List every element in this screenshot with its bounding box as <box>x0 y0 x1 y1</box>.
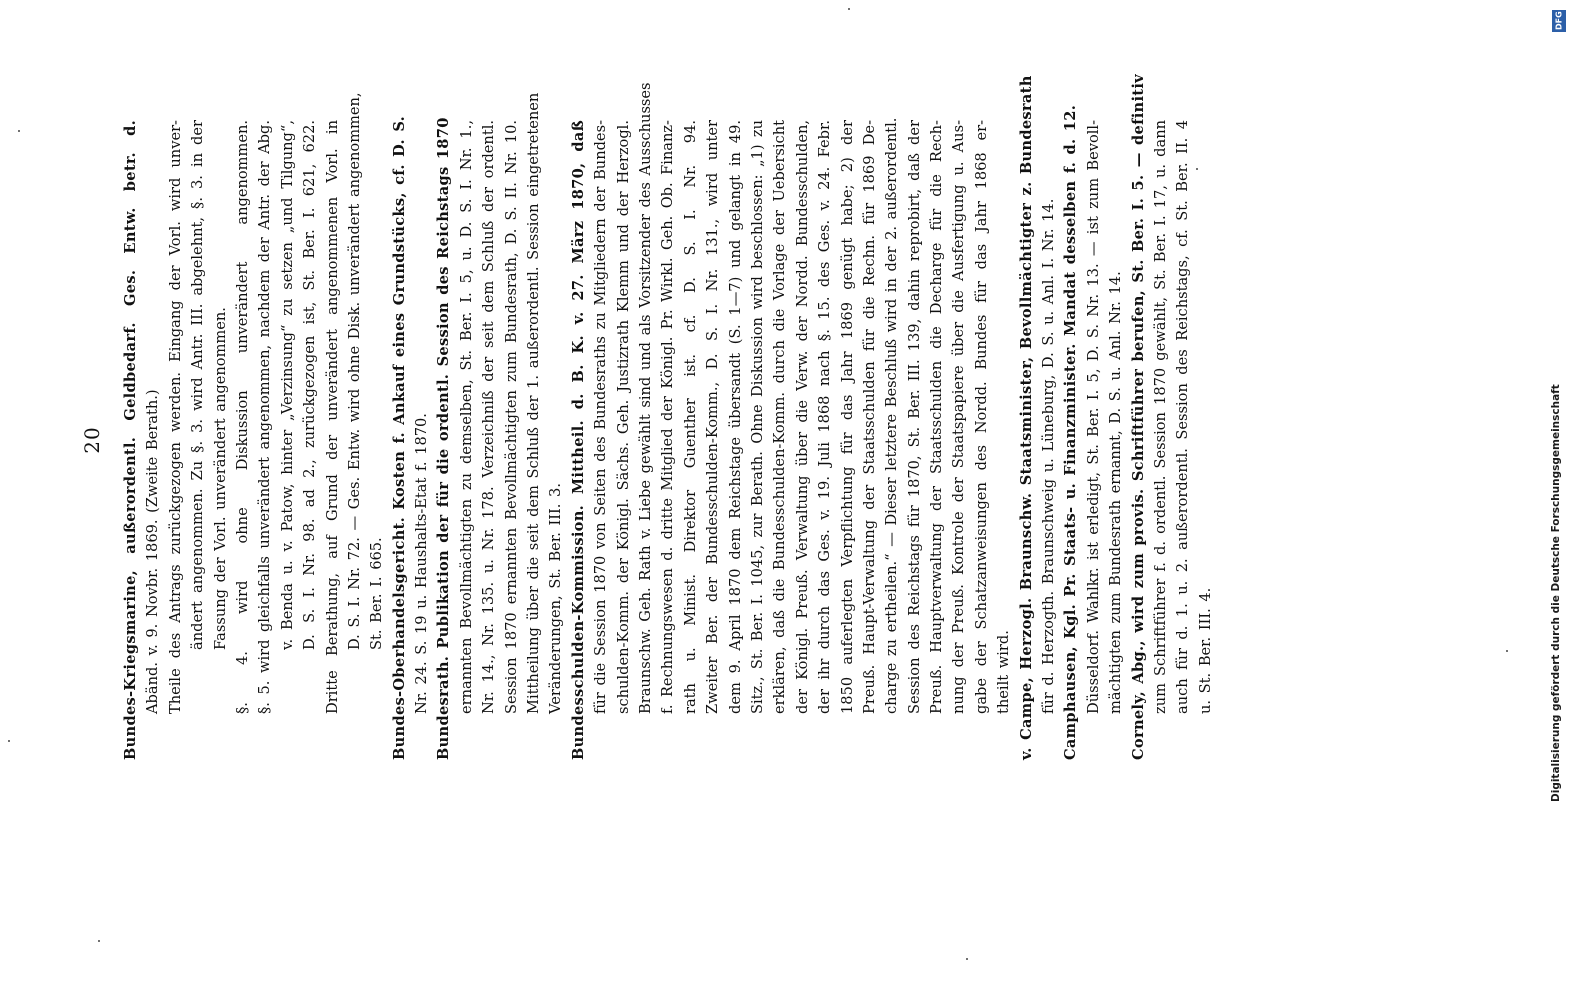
text-line: der ihr durch das Ges. v. 19. Juli 1868 nach §. 15. des Ges. v. 24. Febr. <box>816 120 834 714</box>
text-line: Zweiter Ber. der Bundesschulden-Komm., D. S. I. Nr. 131., wird unter <box>704 120 722 714</box>
text-line: St. Ber. I. 665. <box>368 537 386 650</box>
text-line: Sitz., St. Ber. I. 1045, zur Berath. Ohne Diskussion wird beschlossen: „1) zu <box>748 120 766 714</box>
text-line: v. Benda u. v. Patow, hinter „Verzinsung“ zu setzen „und Tilgung“, <box>278 120 296 650</box>
text-line: erklären, daß die Bundesschulden-Komm. durch die Vorlage der Uebersicht <box>771 120 789 714</box>
scan-speck <box>1196 168 1198 170</box>
text-line: Düsseldorf. Wahlkr. ist erledigt, St. Ber. I. 5, D. S. Nr. 13. — ist zum Bevoll- <box>1084 120 1102 714</box>
text-line: auch für d. 1. u. 2. außerordentl. Session des Reichstags, cf. St. Ber. II. 4 <box>1174 120 1192 714</box>
dfg-logo: DFG <box>1552 10 1566 32</box>
scan-speck <box>98 940 100 942</box>
text-line: nung der Preuß. Kontrole der Staatspapiere über die Ausfertigung u. Aus- <box>950 120 968 714</box>
text-line: charge zu ertheilen.“ — Dieser letztere Beschluß wird in der 2. außerordentl. <box>883 117 901 714</box>
text-line: der Königl. Preuß. Verwaltung über die Verw. der Nordd. Bundesschulden, <box>793 120 811 714</box>
scan-speck <box>1506 650 1508 652</box>
text-line: gabe der Schatzanweisungen des Nordd. Bundes für das Jahr 1868 er- <box>972 120 990 714</box>
text-line: u. St. Ber. III. 4. <box>1196 587 1214 714</box>
scan-speck <box>18 130 20 132</box>
text-line: Cornely, Abg., wird zum provis. Schriftführer berufen, St. Ber. I. 5. — definitiv <box>1129 74 1147 760</box>
text-line: für die Session 1870 von Seiten des Bundesraths zu Mitgliedern der Bundes- <box>592 120 610 714</box>
text-line: Veränderungen, St. Ber. III. 3. <box>547 483 565 714</box>
scan-speck <box>8 740 10 742</box>
text-block <box>120 74 1217 760</box>
text-line: dem 9. April 1870 dem Reichstage übersandt (S. 1—7) und gelangt in 49. <box>726 120 744 714</box>
text-line: Camphausen, Kgl. Pr. Staats- u. Finanzminister. Mandat desselben f. d. 12. <box>1062 104 1080 760</box>
text-line: für d. Herzogth. Braunschweig u. Lüneburg, D. S. u. Anl. I. Nr. 14. <box>1040 198 1058 714</box>
text-line: 1850 auferlegten Verpflichtung für das Jahr 1869 genügt habe; 2) der <box>838 120 856 714</box>
credit-text: Digitalisierung gefördert durch die Deutsche Forschungsgemeinschaft <box>1550 384 1562 802</box>
page-number: 20 <box>80 426 104 454</box>
text-line: Theile des Antrags zurückgezogen werden. Eingang der Vorl. wird unver- <box>166 120 184 714</box>
text-line: mächtigten zum Bundesrath ernannt, D. S. u. Anl. Nr. 14. <box>1107 271 1125 714</box>
text-line: D. S. I. Nr. 72. — Ges. Entw. wird ohne Disk. unverändert angenommen, <box>345 92 363 650</box>
document-page <box>80 74 1460 760</box>
text-line: Session des Reichstags für 1870, St. Ber. III. 139, dahin reprobirt, daß der <box>905 120 923 714</box>
text-line: Preuß. Haupt-Verwaltung der Staatsschulden für die Rechn. für 1869 De- <box>860 120 878 714</box>
text-line: Nr. 14., Nr. 135. u. Nr. 178. Verzeichniß der seit dem Schluß der ordentl. <box>480 120 498 714</box>
text-line: D. S. I. Nr. 98. ad 2., zurückgezogen ist, St. Ber. I. 621, 622. <box>301 120 319 650</box>
text-line: f. Rechnungswesen d. dritte Mitglied der Königl. Pr. Wirkl. Geh. Ob. Finanz- <box>659 120 677 714</box>
text-line: §. 4. wird ohne Diskussion unverändert angenommen. <box>233 120 251 714</box>
text-line: Nr. 24. S. 19 u. Haushalts-Etat f. 1870. <box>413 413 431 714</box>
text-line: zum Schriftführer f. d. ordentl. Session 1870 gewählt, St. Ber. I. 17, u. dann <box>1151 120 1169 714</box>
text-line: Session 1870 ernannten Bevollmächtigten zum Bundesrath, D. S. II. Nr. 10. <box>502 120 520 714</box>
text-line: Dritte Berathung, auf Grund der unverändert angenommenen Vorl. in <box>323 120 341 714</box>
text-line: Fassung der Vorl. unverändert angenommen. <box>211 307 229 650</box>
text-line: Bundes-Oberhandelsgericht. Kosten f. Ankauf eines Grundstücks, cf. D. S. <box>390 115 408 760</box>
text-line: §. 5. wird gleichfalls unverändert angenommen, nachdem der Antr. der Abg. <box>256 120 274 714</box>
text-line: Bundes-Kriegsmarine, außerordentl. Geldbedarf. Ges. Entw. betr. d. <box>122 120 139 760</box>
text-line: ändert angenommen. Zu §. 3. wird Antr. III. abgelehnt, §. 3. in der <box>189 120 207 650</box>
text-line: v. Campe, Herzogl. Braunschw. Staatsminister, Bevollmächtigter z. Bundesrath <box>1017 75 1035 760</box>
text-line: Abänd. v. 9. Novbr. 1869. (Zweite Berath.) <box>144 389 162 714</box>
scan-speck <box>848 8 850 10</box>
text-line: theilt wird. <box>995 630 1013 714</box>
digitization-credit <box>1548 12 1566 992</box>
text-line: Braunschw. Geh. Rath v. Liebe gewählt sind und als Vorsitzender des Ausschusses <box>636 82 654 714</box>
text-line: Bundesrath. Publikation der für die ordentl. Session des Reichstags 1870 <box>435 117 453 760</box>
text-line: ernannten Bevollmächtigten zu demselben, St. Ber. I. 5, u. D. S. I. Nr. 1., <box>457 120 475 714</box>
text-line: schulden-Komm. der Königl. Sächs. Geh. Justizrath Klemm und der Herzogl. <box>614 120 632 714</box>
scan-speck <box>966 958 968 960</box>
text-line: Mittheilung über die seit dem Schluß der 1. außerordentl. Session eingetretenen <box>525 92 543 714</box>
text-line: Preuß. Hauptverwaltung der Staatsschulden die Decharge für die Rech- <box>928 120 946 714</box>
text-line: Bundesschulden-Kommission. Mittheil. d. B. K. v. 27. März 1870, daß <box>569 120 587 760</box>
text-line: rath u. Minist. Direktor Guenther ist. cf. D. S. I. Nr. 94. <box>681 120 699 714</box>
